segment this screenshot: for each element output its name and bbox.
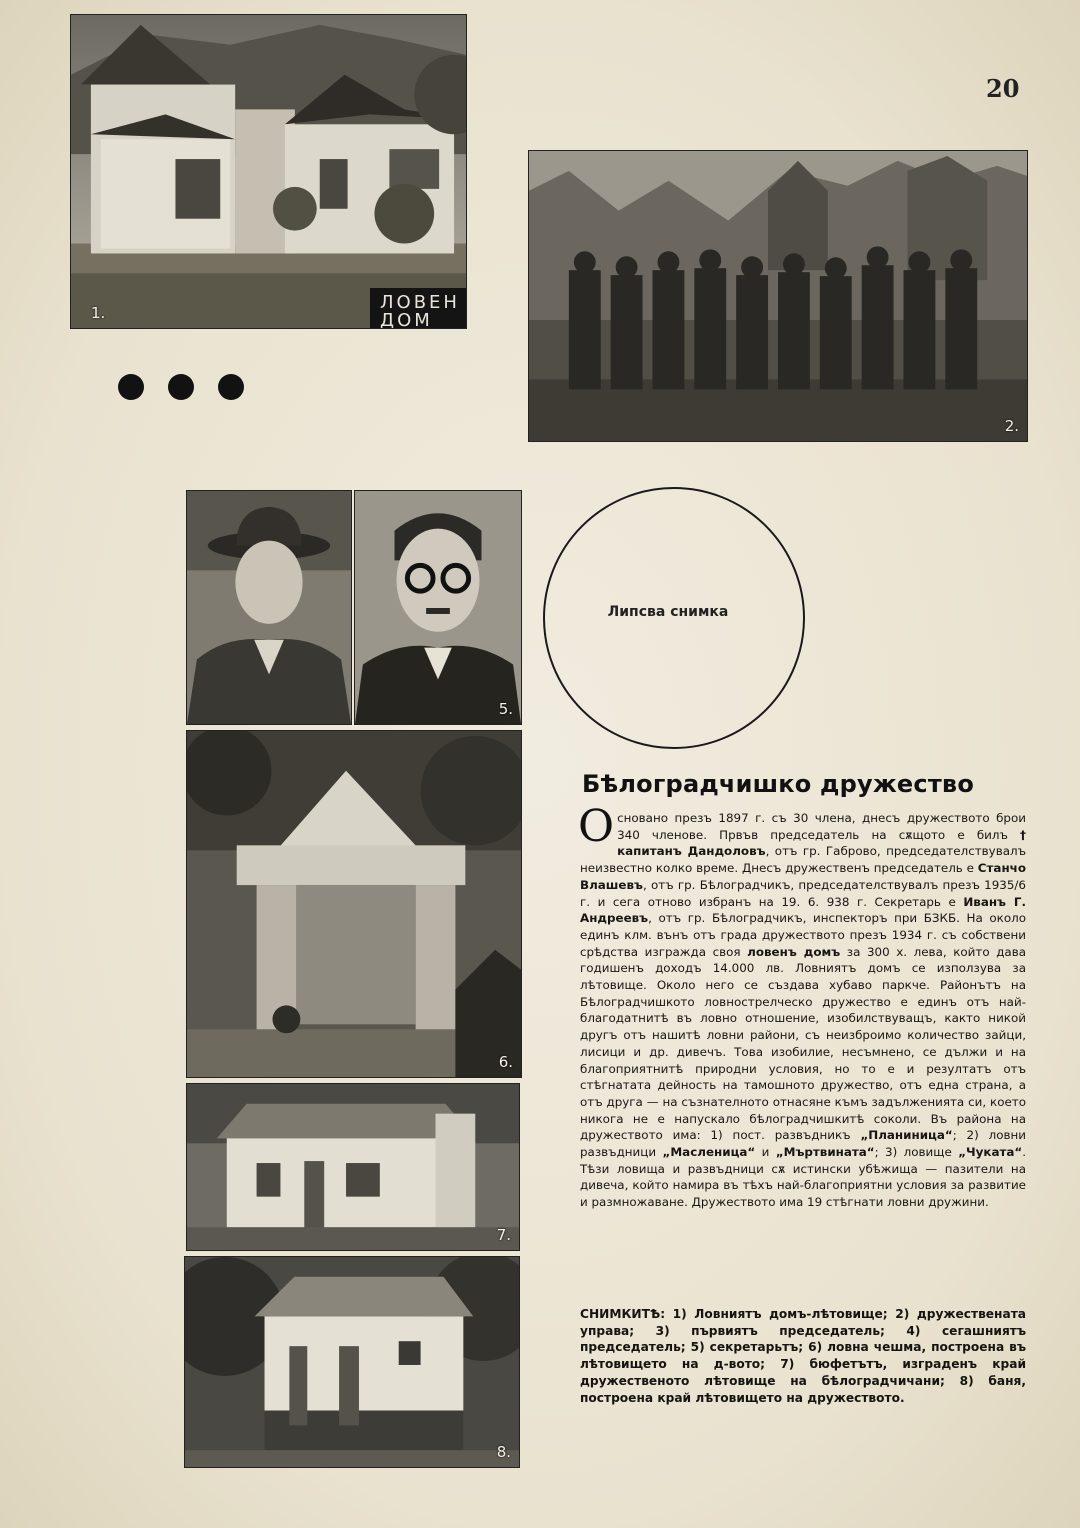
body-segment: ; 2) ловни развъдници bbox=[580, 1128, 1026, 1160]
secretary-image bbox=[355, 491, 521, 724]
dot-icon bbox=[168, 374, 194, 400]
missing-photo-placeholder bbox=[543, 487, 805, 749]
photo-bathhouse bbox=[184, 1256, 520, 1468]
photo-first-chairman bbox=[186, 490, 352, 725]
dot-icon bbox=[118, 374, 144, 400]
name-chukata: „Чуката“ bbox=[958, 1145, 1023, 1160]
name-martvinata: „Мъртвината“ bbox=[775, 1145, 875, 1160]
bathhouse-image bbox=[185, 1257, 519, 1467]
body-segment: за 300 х. лева, който дава годишенъ доходъ 14.000 лв. Ловниятъ домъ се използува за лѣтовище. Около него се създава хубаво паркче. Районътъ на Бѣлоградчишкото ловнострелческо дружество е единъ отъ най-благодатнитѣ въ ловно отношение, изобилствуващъ, както никой другъ отъ нашитѣ ловни райони, съ неизброимо количество зайци, лисици и др. дивечъ. Това изобилие, несъмнено, се дължи и на благоприятнитѣ природни условия, но то е и резултатъ отъ стѣгнатата дейность на тамошното дружество, отъ една страна, а отъ друга — на съзнателното отнасяне къмъ задълженията си, което никога не е напускало бѣлоградчишкитѣ соколи. Въ района на дружеството има: 1) пост. развъдникъ bbox=[580, 944, 1026, 1143]
name-lodge: ловенъ домъ bbox=[747, 944, 841, 959]
photo-secretary bbox=[354, 490, 522, 725]
photo-captions: СНИМКИТѢ: 1) Ловниятъ домъ-лѣтовище; 2) дружествената управа; 3) първиятъ председатель; 4) сегашниятъ председатель; 5) секретарьтъ; 6) ловна чешма, построена въ лѣтовището на д-вото; 7) бюфетътъ, изграденъ край дружественото лѣтовище на бѣлоградчичани; 8) баня, построена край лѣтовището на дружеството. bbox=[580, 1307, 1026, 1405]
article-title: Бѣлоградчишко дружество bbox=[582, 770, 975, 798]
photo-label-7: 7. bbox=[496, 1226, 511, 1244]
photo-label-8: 8. bbox=[496, 1443, 511, 1461]
body-segment: ; 3) ловище bbox=[874, 1145, 959, 1160]
body-segment: и bbox=[755, 1145, 776, 1160]
photo-label-6: 6. bbox=[498, 1053, 513, 1071]
buffet-image bbox=[187, 1084, 519, 1250]
photo-label-1: 1. bbox=[91, 304, 106, 322]
name-maslenitsa: „Масленица“ bbox=[662, 1145, 756, 1160]
body-segment: , отъ гр. Габрово, председателствувалъ неизвестно колко време. Днесъ дружественъ председатель е bbox=[580, 844, 1026, 876]
body-segment: , отъ гр. Бѣлоградчикъ, инспекторъ при БЗКБ. На около единъ клм. вънъ отъ града дружеството презъ 1934 г. съ собствени срѣдства изгражда своя bbox=[580, 911, 1026, 959]
photo-label-2: 2. bbox=[1004, 417, 1019, 435]
lodge-sign: ЛОВЕН ДОМ bbox=[370, 288, 466, 328]
photo-hunting-lodge bbox=[70, 14, 467, 329]
board-image bbox=[529, 151, 1027, 441]
missing-photo-label: Липсва снимка bbox=[607, 604, 729, 620]
name-captain: † капитанъ Дандоловъ bbox=[617, 827, 1026, 859]
body-segment: сновано презъ 1897 г. съ 30 члена, днесъ дружеството брои 340 членове. Првъв председатель на сѫщото е билъ bbox=[617, 811, 1026, 842]
photo-buffet bbox=[186, 1083, 520, 1251]
article-dropcap: О bbox=[578, 801, 615, 852]
chairman-image bbox=[187, 491, 351, 724]
page-number: 20 bbox=[986, 74, 1020, 103]
photo-fountain bbox=[186, 730, 522, 1078]
fountain-image bbox=[187, 731, 521, 1077]
article-body bbox=[578, 801, 1026, 1211]
lodge-image bbox=[71, 15, 466, 328]
body-segment: . Тѣзи ловища и развъдници сѫ истински убѣжища — пазители на дивеча, който намира въ тѣхъ най-благоприятни условия за развитие и размножаване. Дружеството има 19 стѣгнати ловни дружини. bbox=[580, 1145, 1026, 1210]
dot-icon bbox=[218, 374, 244, 400]
name-planinitsa: „Планиница“ bbox=[860, 1128, 953, 1143]
body-segment: , отъ гр. Бѣлоградчикъ, председателствувалъ презъ 1935/6 г. и сега отново избранъ на 19. 6. 938 г. Секретарь е bbox=[580, 877, 1026, 909]
photo-society-board bbox=[528, 150, 1028, 442]
photo-label-5: 5. bbox=[498, 700, 513, 718]
name-secretary: Иванъ Г. Андреевъ bbox=[580, 894, 1026, 926]
name-chairman: Станчо Влашевъ bbox=[580, 861, 1026, 892]
